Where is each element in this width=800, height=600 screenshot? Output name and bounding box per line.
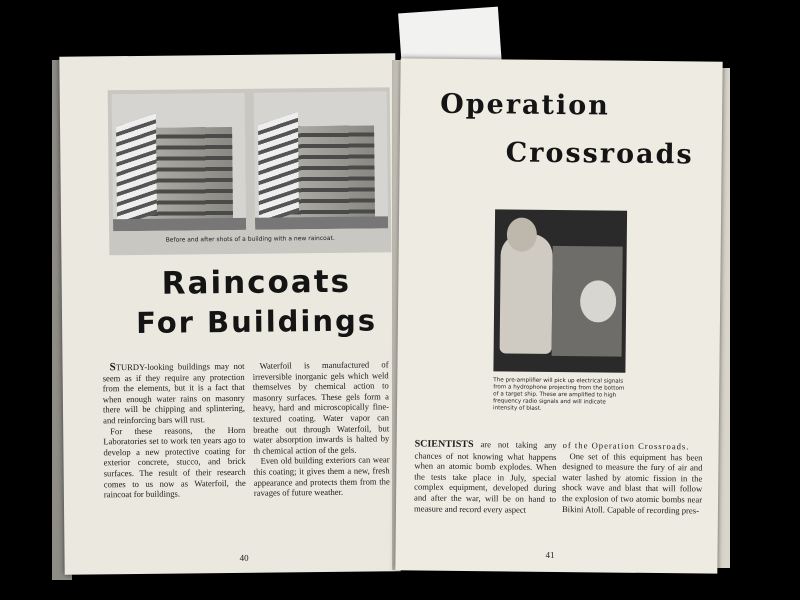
paragraph-3: Waterfoil is manufactured of irreversible inorganic gels which weld themselves by chemical action to masonry surfaces. These gels form a heavy, hard and microscopically fine-textured coating. Water vapor can breathe out through Waterfoil, but water absorption inwards is halted by th chemical action of the gels. bbox=[252, 359, 390, 456]
headline-line-1: Raincoats bbox=[161, 263, 352, 302]
before-building-photo bbox=[112, 93, 246, 231]
title-line-2: Crossroads bbox=[505, 137, 694, 171]
paragraph-7: One set of this equipment has been designed to measure the fury of air and water lashed by atomic fission in the shock wave and blast that will follow the explosion of two atomic bombs near Bikini Atoll. Capable of recording pres- bbox=[561, 450, 703, 516]
paragraph-1: -looking buildings may not seem as if they require any protection from the elements, but it is a fact that when enough water rains on masonry there will be chipping and splintering, and reinforcing bars will rust. bbox=[102, 360, 246, 426]
before-after-photo-panel bbox=[108, 87, 392, 255]
paragraph-5: are not taking any chances of not knowing what happens when an atomic bomb explodes. When the tests take place in July, special complex equipment, developed during and after the war, will be on hand to measure and record every aspect bbox=[413, 439, 557, 515]
lead-word-right: SCIENTISTS bbox=[414, 438, 474, 451]
paragraph-2: For these reasons, the Horn Laboratories set to work ten years ago to develop a new protective coating for exterior concrete, stucco, and brick surfaces. The result of their research comes to us now as Waterfoil, the raincoat for buildings. bbox=[103, 424, 246, 500]
after-building-photo bbox=[254, 91, 388, 229]
right-page bbox=[395, 58, 722, 573]
title-line-1: Operation bbox=[440, 88, 611, 122]
paragraph-4: Even old building exteriors can wear this coating; it gives them a new, fresh appearance and protects them from the ravages of future weather. bbox=[253, 454, 390, 498]
headline-line-2: For Buildings bbox=[135, 303, 378, 340]
photo-caption: Before and after shots of a building with a new raincoat. bbox=[165, 234, 335, 244]
page-number-left: 40 bbox=[239, 552, 249, 563]
article-column-4 bbox=[562, 440, 703, 516]
left-page bbox=[59, 53, 400, 574]
drop-cap: S bbox=[109, 361, 116, 374]
lead-word: TURDY bbox=[115, 361, 145, 373]
article-column-2 bbox=[252, 359, 389, 498]
article-column-1 bbox=[102, 361, 245, 500]
scientist-photo bbox=[493, 209, 627, 372]
paragraph-6: of the Operation Crossroads. bbox=[562, 440, 690, 452]
page-number-right: 41 bbox=[545, 549, 555, 560]
photo-caption-right: The pre-amplifier will pick up electrical signals from a hydrophone projecting from the bottom of a target ship. These are amplified to high frequency radio signals and will indicate intensity of blast. bbox=[492, 377, 625, 412]
article-column-3 bbox=[414, 438, 557, 515]
